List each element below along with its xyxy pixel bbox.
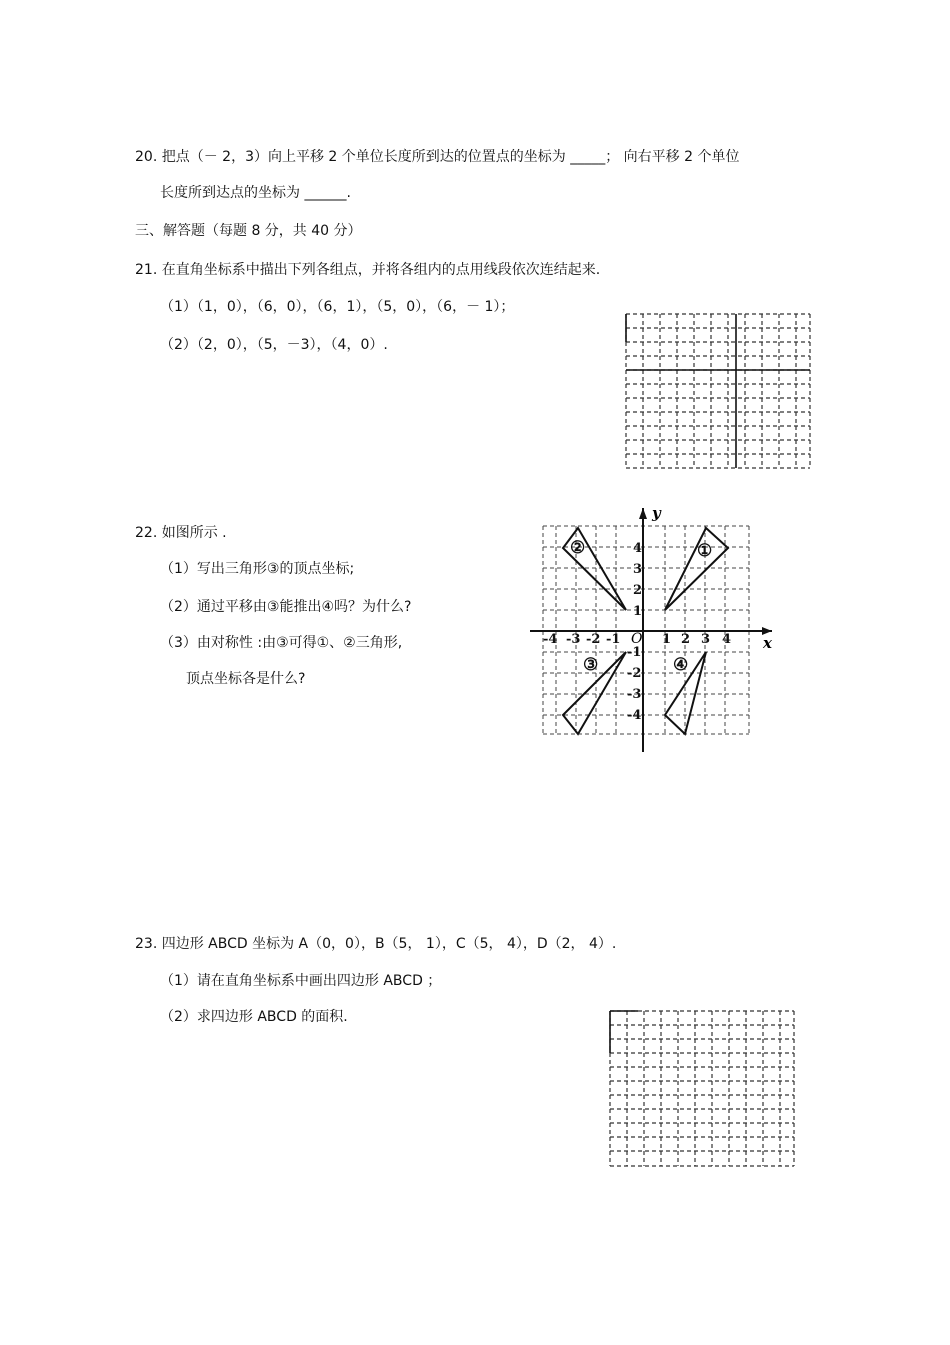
q20-line1: 20. 把点（－ 2，3）向上平移 2 个单位长度所到达的位置点的坐标为 _____； 向右平移 2 个单位 [135,149,740,165]
y-tick-label: -1 [627,645,642,660]
y-tick-label: 4 [633,541,643,556]
q23-grid [608,1009,796,1169]
q21-grid [624,312,812,470]
x-tick-label: -2 [586,632,601,647]
triangle-label-4: ④ [673,655,689,675]
q22-part3-continued: 顶点坐标各是什么? [186,671,306,687]
q21-part2: （2）（2，0），（5，－3），（4，0）. [160,337,388,353]
x-tick-label: 2 [681,632,691,647]
q20-line2: 长度所到达点的坐标为 ______. [160,185,351,201]
triangle-label-2: ② [570,538,586,558]
q22-stem: 22. 如图所示 . [135,525,227,541]
q23-part2: （2）求四边形 ABCD 的面积. [160,1009,348,1025]
x-tick-label: -3 [566,632,581,647]
triangle-label-1: ① [697,541,713,561]
q22-coordinate-figure [525,500,785,760]
q23-part1: （1）请在直角坐标系中画出四边形 ABCD ； [160,973,442,989]
q23-stem: 23. 四边形 ABCD 坐标为 A（0，0），B（5， 1），C（5， 4），D（2， 4）. [135,936,617,952]
x-tick-label: 4 [722,632,732,647]
y-tick-label: 3 [633,562,643,577]
q22-part1: （1）写出三角形③的顶点坐标; [160,561,355,577]
y-axis-label: y [652,504,661,522]
q21-stem: 21. 在直角坐标系中描出下列各组点，并将各组内的点用线段依次连结起来. [135,262,601,278]
y-tick-label: 2 [633,583,643,598]
y-tick-label: -4 [627,708,642,723]
section-heading: 三、解答题（每题 8 分，共 40 分） [135,223,362,239]
x-tick-label: -1 [606,632,621,647]
q22-part3: （3）由对称性 :由③可得①、②三角形, [160,635,403,651]
x-tick-label: 1 [662,632,672,647]
y-tick-label: -3 [627,687,642,702]
x-axis-label: x [763,634,772,652]
q22-part2: （2）通过平移由③能推出④吗？为什么? [160,599,412,615]
y-tick-label: 1 [633,604,643,619]
origin-label: O [631,631,643,647]
x-tick-label: -4 [543,632,558,647]
triangle-label-3: ③ [583,655,599,675]
x-tick-label: 3 [701,632,711,647]
q21-part1: （1）（1，0），（6，0），（6，1），（5，0），（6，－ 1）； [160,299,515,315]
y-tick-label: -2 [627,666,642,681]
